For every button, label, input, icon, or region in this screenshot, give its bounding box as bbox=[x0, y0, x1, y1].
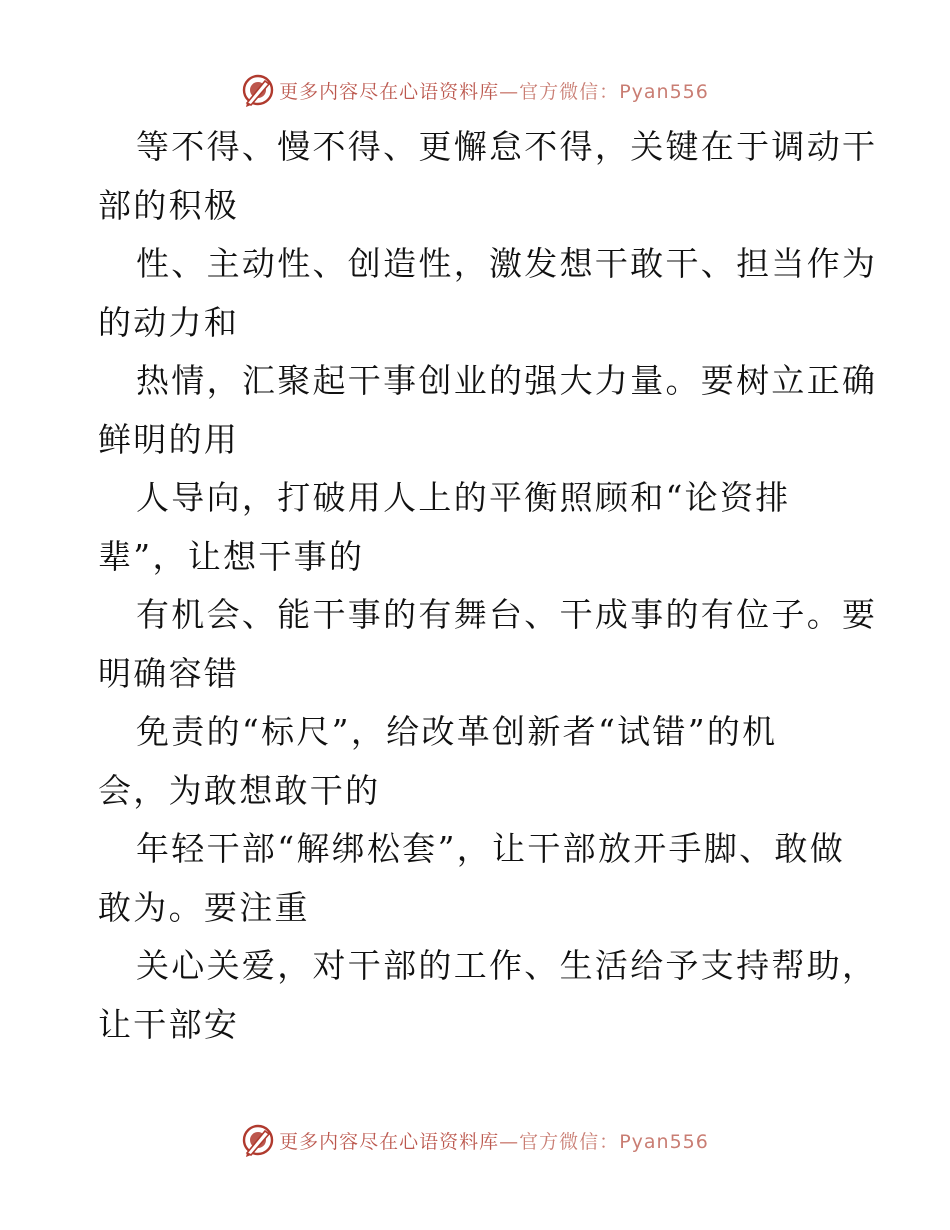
text-line: 免责的“标尺”，给改革创新者“试错”的机 bbox=[136, 712, 778, 751]
banner-separator: — bbox=[499, 80, 520, 103]
site-name-text: 更多内容尽在心语资料库 bbox=[279, 1130, 500, 1153]
footer-banner bbox=[0, 1120, 950, 1160]
pen-logo-icon bbox=[241, 73, 275, 107]
text-line: 热情，汇聚起干事创业的强大力量。要树立正确 bbox=[136, 361, 878, 400]
banner-separator: — bbox=[499, 1130, 520, 1153]
banner-text bbox=[279, 1127, 709, 1154]
text-line: 部的积极 bbox=[98, 185, 240, 225]
text-line: 明确容错 bbox=[98, 653, 240, 693]
text-line: 会，为敢想敢干的 bbox=[98, 770, 381, 810]
text-line: 的动力和 bbox=[98, 302, 240, 342]
pen-logo-icon bbox=[241, 1123, 275, 1157]
text-line: 有机会、能干事的有舞台、干成事的有位子。要 bbox=[136, 595, 878, 634]
text-line: 鲜明的用 bbox=[98, 419, 240, 459]
text-line: 让干部安 bbox=[98, 1004, 240, 1044]
text-line: 敢为。要注重 bbox=[98, 887, 310, 927]
text-line: 性、主动性、创造性，激发想干敢干、担当作为 bbox=[136, 244, 878, 283]
text-line: 等不得、慢不得、更懈怠不得，关键在于调动干 bbox=[136, 127, 878, 166]
header-banner bbox=[0, 70, 950, 110]
document-body bbox=[98, 118, 878, 1054]
banner-text bbox=[279, 77, 709, 104]
wechat-label: 官方微信： bbox=[519, 80, 620, 103]
text-line: 年轻干部“解绑松套”，让干部放开手脚、敢做 bbox=[136, 829, 846, 868]
text-line: 辈”，让想干事的 bbox=[98, 536, 365, 576]
text-line: 关心关爱，对干部的工作、生活给予支持帮助， bbox=[136, 946, 878, 985]
wechat-id: Pyan556 bbox=[619, 80, 709, 103]
wechat-id: Pyan556 bbox=[619, 1130, 709, 1153]
site-name-text: 更多内容尽在心语资料库 bbox=[279, 80, 500, 103]
text-line: 人导向，打破用人上的平衡照顾和“论资排 bbox=[136, 478, 791, 517]
wechat-label: 官方微信： bbox=[519, 1130, 620, 1153]
